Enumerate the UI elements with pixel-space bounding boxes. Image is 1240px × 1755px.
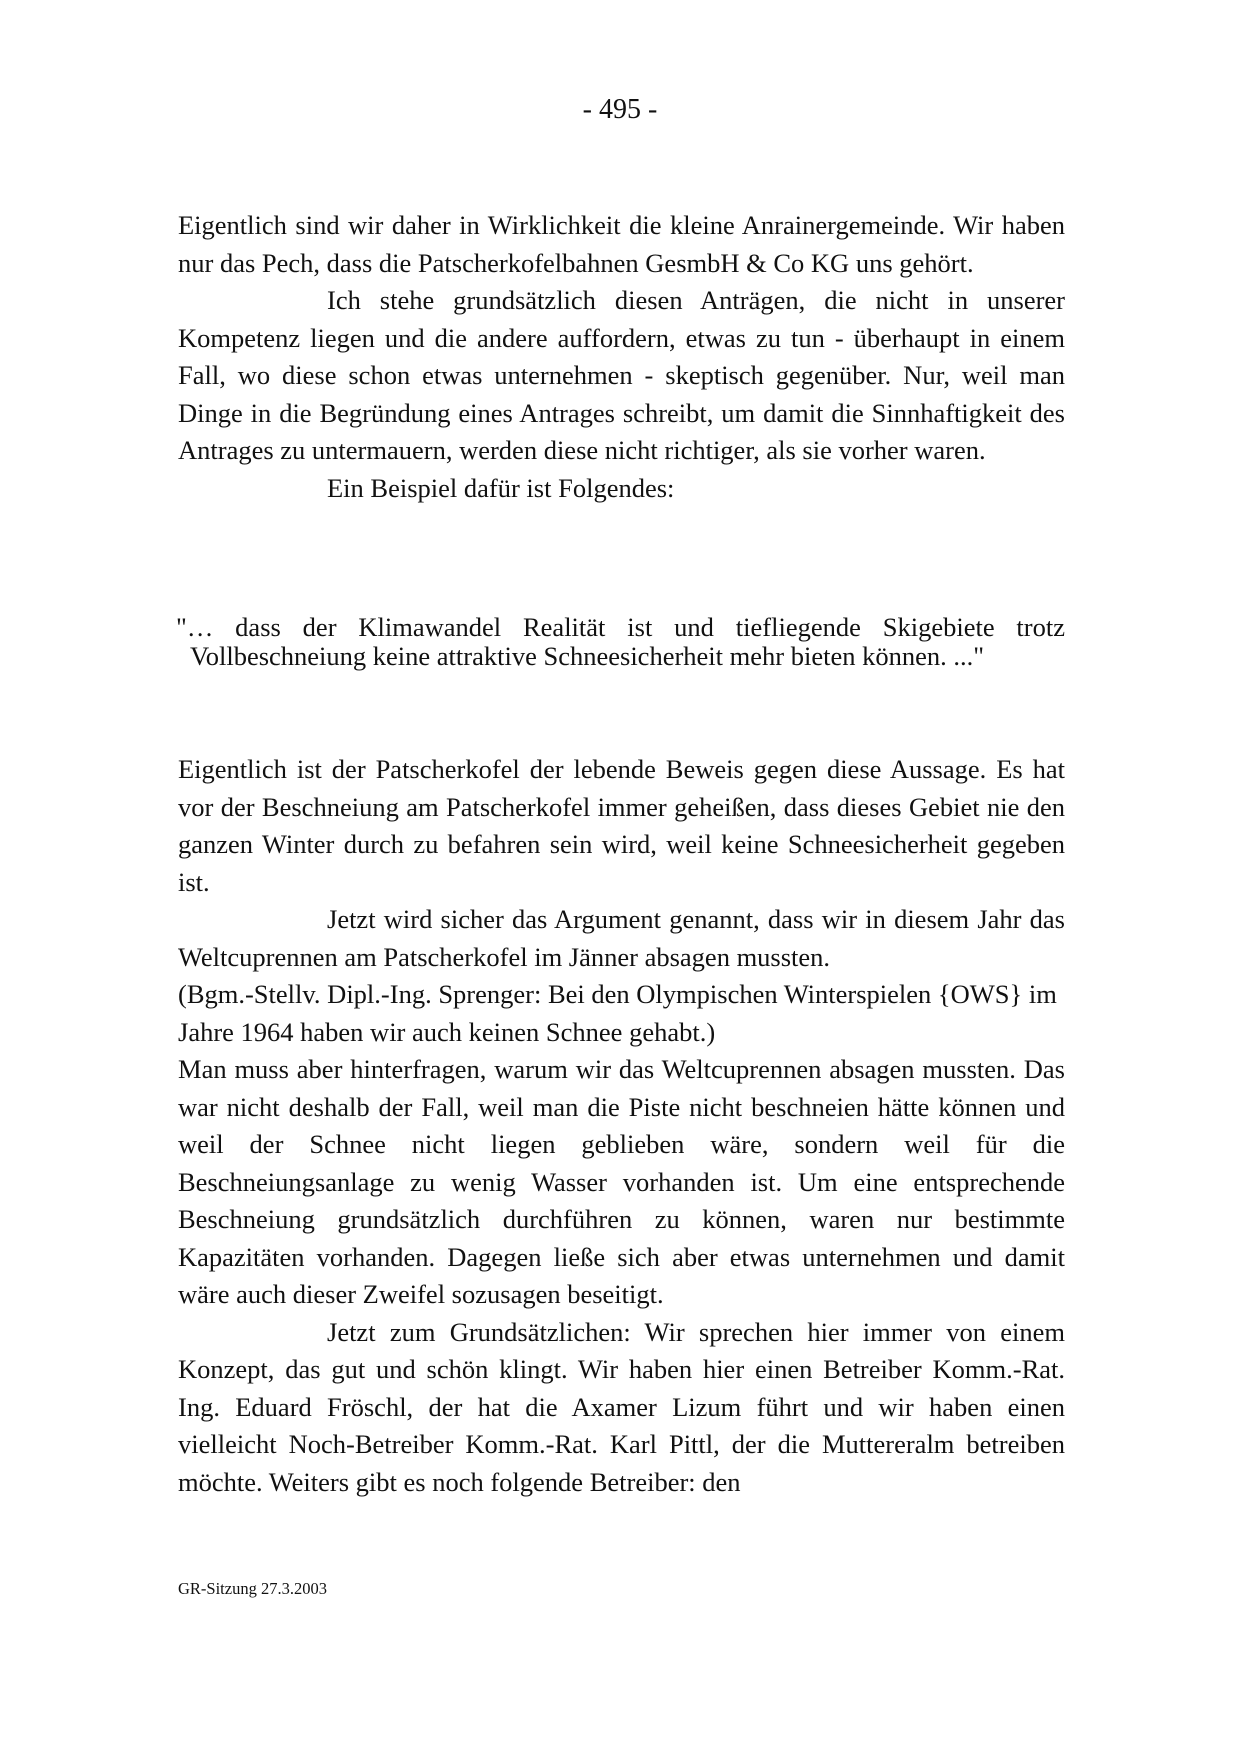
paragraph: Eigentlich ist der Patscherkofel der lebende Beweis gegen diese Aussage. Es hat vor der Beschneiung am Patscherkofel immer geheißen, dass dieses Gebiet nie den ganzen Winter durch zu befahren sein wird, weil keine Schneesicherheit gegeben ist. bbox=[178, 754, 1065, 897]
paragraph: Jetzt wird sicher das Argument genannt, dass wir in diesem Jahr das Weltcuprennen am Patscherkofel im Jänner absagen mussten. bbox=[178, 904, 1065, 972]
page-number: - 495 - bbox=[582, 94, 658, 125]
block-quote: "… dass der Klimawandel Realität ist und tiefliegende Skigebiete trotz Vollbeschneiung keine attraktive Schneesicherheit mehr bieten können. ..." bbox=[176, 612, 1065, 671]
page-footer: GR-Sitzung 27.3.2003 bbox=[178, 1579, 327, 1598]
paragraph: Ein Beispiel dafür ist Folgendes: bbox=[327, 472, 675, 503]
paragraph: Man muss aber hinterfragen, warum wir das Weltcuprennen absagen mussten. Das war nicht deshalb der Fall, weil man die Piste nicht beschneien hätte können und weil der Schnee nicht liegen geblieben wäre, sondern weil für die Beschneiungsanlage zu wenig Wasser vorhanden ist. Um eine entsprechende Beschneiung grundsätzlich durchführen zu können, waren nur bestimmte Kapazitäten vorhanden. Dagegen ließe sich aber etwas unternehmen und damit wäre auch dieser Zweifel sozusagen beseitigt. bbox=[178, 1054, 1065, 1309]
paragraph: Ich stehe grundsätzlich diesen Anträgen, die nicht in unserer Kompetenz liegen und die andere auffordern, etwas zu tun - überhaupt in einem Fall, wo diese schon etwas unternehmen - skeptisch gegenüber. Nur, weil man Dinge in die Begründung eines Antrages schreibt, um damit die Sinnhaftigkeit des Antrages zu untermauern, werden diese nicht richtiger, als sie vorher waren. bbox=[178, 285, 1065, 465]
paragraph: Jetzt zum Grundsätzlichen: Wir sprechen hier immer von einem Konzept, das gut und schön klingt. Wir haben hier einen Betreiber Komm.-Rat. Ing. Eduard Fröschl, der hat die Axamer Lizum führt und wir haben einen vielleicht Noch-Betreiber Komm.-Rat. Karl Pittl, der die Muttereralm betreiben möchte. Weiters gibt es noch folgende Betreiber: den bbox=[178, 1316, 1065, 1497]
interjection: (Bgm.-Stellv. Dipl.-Ing. Sprenger: Bei den Olympischen Winterspielen {OWS} im Jahre 1964 haben wir auch keinen Schnee gehabt.) bbox=[178, 979, 1057, 1047]
body-text-bottom bbox=[178, 751, 1065, 1501]
paragraph: Eigentlich sind wir daher in Wirklichkeit die kleine Anrainergemeinde. Wir haben nur das Pech, dass die Patscherkofelbahnen GesmbH & Co KG uns gehört. bbox=[178, 210, 1065, 278]
body-text-top bbox=[178, 207, 1065, 507]
